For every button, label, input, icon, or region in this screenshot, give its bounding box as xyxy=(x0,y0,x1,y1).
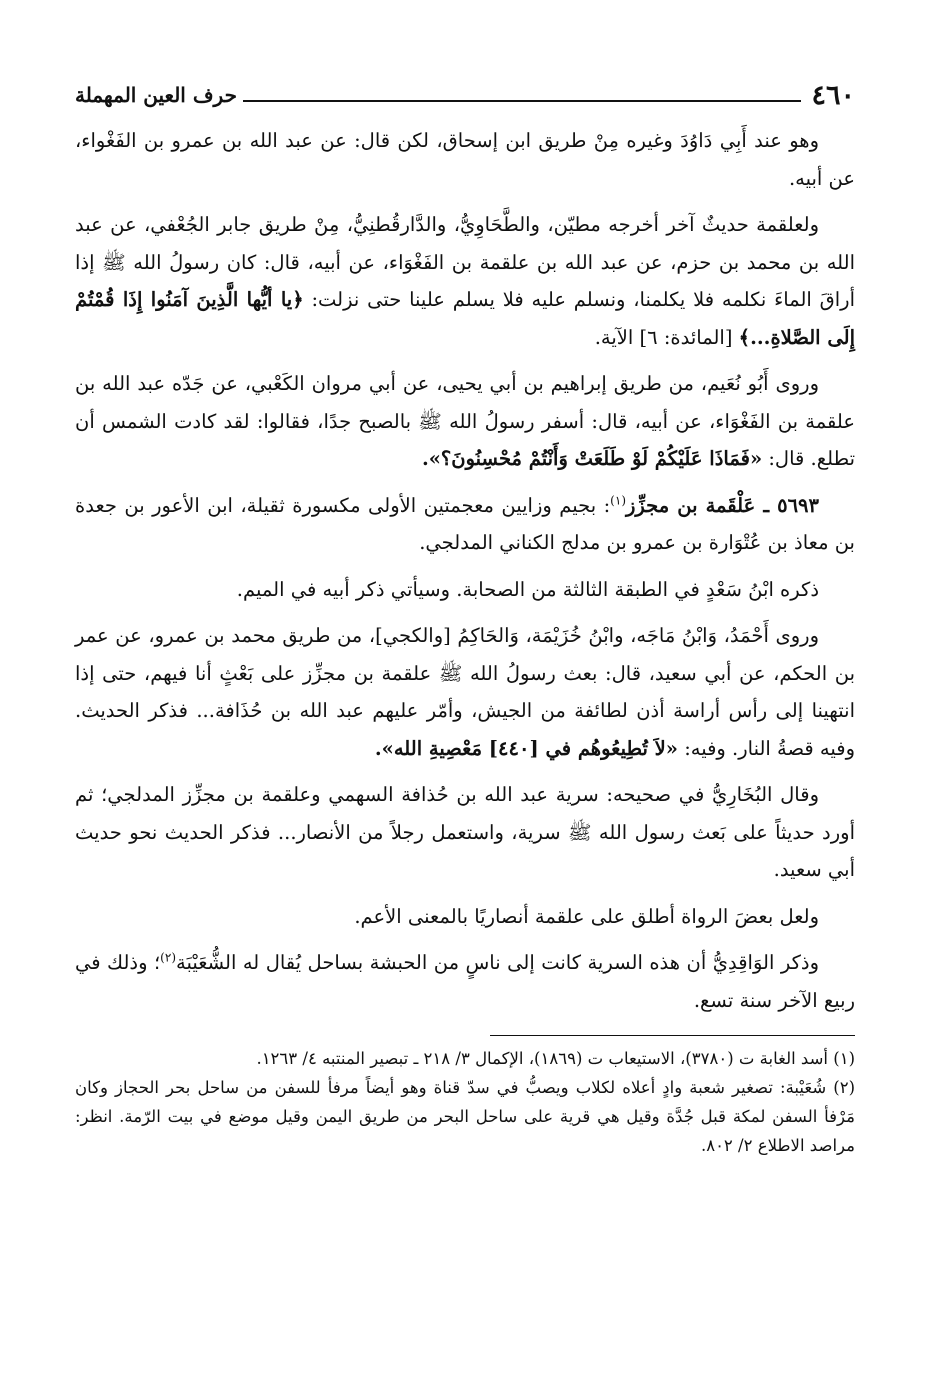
entry-text: : بجيم وزايين معجمتين الأولى مكسورة ثقيلة، ابن الأعور بن جعدة بن معاذ بن عُتْوَارة بن عمرو بن مدلج الكناني المدلجي. xyxy=(75,493,855,554)
hadith-quote: «فَمَاذَا عَلَيْكُمْ لَوْ طَلَعَتْ وَأَنْتُمْ مُحْسِنُونَ؟». xyxy=(421,447,763,470)
footnote-separator xyxy=(490,1035,855,1036)
paragraph-text: وهو عند أَبِي دَاوُدَ وغيره مِنْ طريق ابن إسحاق، لكن قال: عن عبد الله بن عمرو بن الفَغْواء، عن أبيه. xyxy=(75,129,855,190)
running-head: حرف العين المهملة xyxy=(75,83,237,107)
quran-verse: ﴿يا أيُّها الَّذِينَ آمَنُوا إِذَا قُمْتُمْ إِلَى الصَّلاةِ...﴾ xyxy=(75,288,855,349)
main-text xyxy=(75,122,855,1019)
paragraph-text: ولعل بعضَ الرواة أطلق على علقمة أنصاريًا بالمعنى الأعم. xyxy=(354,904,819,928)
hadith-quote: «لاَ تُطِيعُوهُم في [٤٤٠] مَعْصِيةِ الله». xyxy=(374,736,678,760)
paragraph-text: ولعلقمة حديثٌ آخر أخرجه مطيّن، والطَّحَاوِيُّ، والدَّارقُطنِيُّ، مِنْ طريق جابر الجُعْفي، عن عبد الله بن محمد بن حزم، عن عبد الله بن علقمة بن الفَغْوَاء، عن أبيه، قال: كان رسولُ الله ﷺ إذا أراقَ الماءَ نكلمه فلا يكلمنا، ونسلم عليه فلا يسلم علينا حتى نزلت: xyxy=(75,213,855,311)
paragraph xyxy=(75,122,855,197)
quran-reference: [المائدة: ٦] الآية. xyxy=(594,325,733,349)
paragraph-text: وروى أَحْمَدُ، وَابْنُ مَاجَه، وابْنُ خُزَيْمَة، وَالحَاكِمُ [والكجي]، من طريق محمد بن عمرو، عن عمر بن الحكم، عن أبي سعيد، قال: بعث رسولُ الله ﷺ علقمة بن مجزِّز على بَعْثٍ أنا فيهم، حتى إذا انتهينا إلى رأس أراسة أذن لطائفة من الجيش، وأمّر عليهم عبد الله بن حُذَافة... فذكر الحديث. وفيه قصةُ النار. وفيه: xyxy=(75,624,855,760)
entry-paragraph xyxy=(75,487,855,562)
footnotes xyxy=(75,1044,855,1160)
footnote-marker[interactable]: (١) xyxy=(610,493,626,507)
paragraph xyxy=(75,898,855,936)
paragraph-text: وقال البُخَارِيُّ في صحيحه: سرية عبد الله بن حُذافة السهمي وعلقمة بن مجزِّز المدلجي؛ ثم أورد حديثاً على بَعث رسول الله ﷺ سرية، واستعمل رجلاً من الأنصار... فذكر الحديث نحو حديث أبي سعيد. xyxy=(75,783,855,881)
paragraph xyxy=(75,776,855,889)
paragraph xyxy=(75,944,855,1019)
page-number: ٤٦٠ xyxy=(811,79,855,111)
paragraph xyxy=(75,617,855,767)
footnote-marker[interactable]: (٢) xyxy=(160,950,176,965)
paragraph-text: وروى أَبُو نُعَيم، من طريق إبراهيم بن أبي يحيى، عن أبي مروان الكَعْبي، عن جَدّه عبد الله بن علقمة بن الفَغْوَاء، عن أبيه، قال: أسفر رسولُ الله ﷺ بالصبح جدًا، فقالوا: لقد كادت الشمس أن تطلع. قال: xyxy=(75,372,855,470)
book-page xyxy=(75,78,855,1160)
paragraph-text: ذكره ابْنُ سَعْدٍ في الطبقة الثالثة من الصحابة. وسيأتي ذكر أبيه في الميم. xyxy=(236,577,819,601)
paragraph-text: وذكر الوَاقِدِيُّ أن هذه السرية كانت إلى ناسٍ من الحبشة بساحل يُقال له الشُّعَيْبَة xyxy=(176,951,819,974)
paragraph xyxy=(75,571,855,609)
footnote: (١) أسد الغابة ت (٣٧٨٠)، الاستيعاب ت (١٨٦٩)، الإكمال ٣/ ٢١٨ ـ تبصير المنتبه ٤/ ١٢٦٣. xyxy=(256,1049,855,1068)
paragraph xyxy=(75,365,855,478)
entry-heading: ٥٦٩٣ ـ عَلْقَمة بن مجزِّز xyxy=(626,493,819,517)
paragraph xyxy=(75,206,855,356)
footnote: (٢) شُعَيْبة: تصغير شعبة وادٍ أعلاه لكلاب ويصبُّ في سدّ قناة وهو أيضاً مرفأ للسفن من ساحل بحر الحجاز وكان مَرْفأ السفن لمكة قبل جُدَّة وقيل هي قرية على ساحل البحر من طريق اليمن وقيل موضع في بيت الرّمة. انظر: مراصد الاطلاع ٢/ ٨٠٢. xyxy=(75,1078,855,1155)
paragraph-text-end: ؛ وذلك في ربيع الآخر سنة تسع. xyxy=(75,951,855,1012)
page-header xyxy=(75,78,855,112)
header-rule xyxy=(243,100,802,102)
